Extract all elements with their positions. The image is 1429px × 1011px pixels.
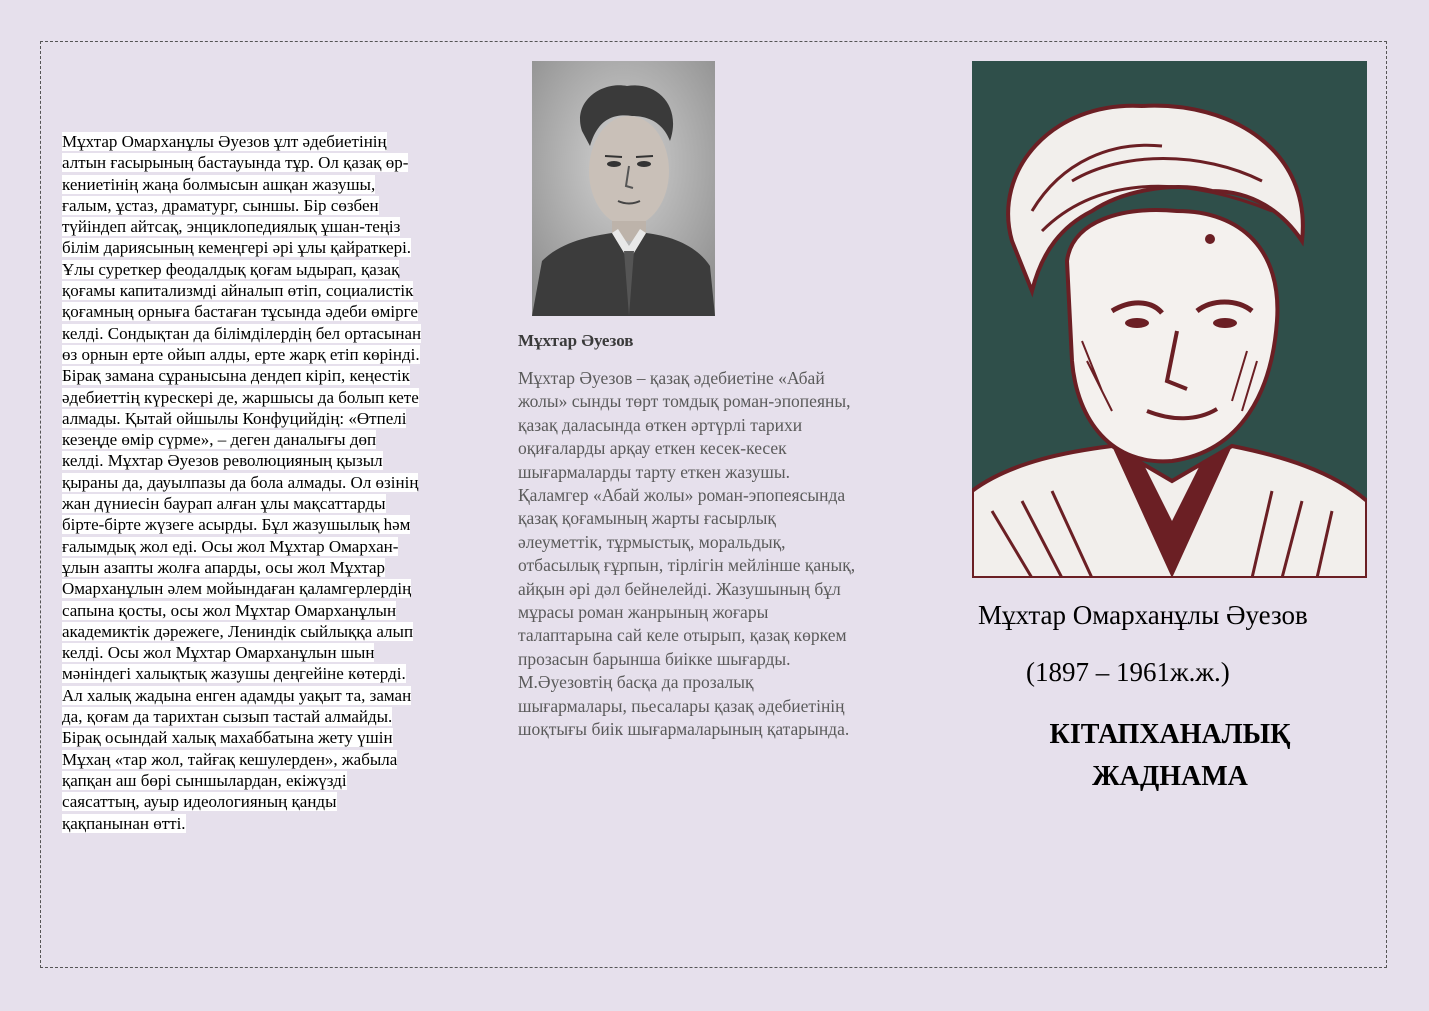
biography-line <box>62 472 460 493</box>
biography-line <box>62 152 460 173</box>
author-years: (1897 – 1961ж.ж.) <box>1026 657 1230 687</box>
heading-line-1: КІТАПХАНАЛЫҚ <box>1049 719 1291 750</box>
author-photo <box>532 61 715 316</box>
author-portrait-drawing <box>972 61 1367 578</box>
summary-line: қазақ даласында өткен әртүрлі тарихи <box>518 414 803 435</box>
summary-line: шығармаларды тарту еткен жазушы. <box>518 461 791 482</box>
biography-line-text: сапына қосты, осы жол Мұхтар Омарханұлын <box>62 600 397 620</box>
summary-line: шоқтығы биік шығармаларының қатарында. <box>518 719 850 740</box>
biography-line <box>62 323 460 344</box>
biography-line <box>62 642 460 663</box>
photo-caption-title: Мұхтар Әуезов <box>518 331 634 350</box>
heading-line-2: ЖАДНАМА <box>1092 761 1248 792</box>
biography-line-text: саясаттың, ауыр идеологияның қанды <box>62 792 337 812</box>
summary-line: әлеуметтік, тұрмыстық, моральдық, <box>518 531 786 552</box>
summary-line: М.Әуезовтің басқа да прозалық <box>518 672 754 693</box>
biography-line <box>62 365 460 386</box>
biography-line-text: кениетінің жаңа болмысын ашқан жазушы, <box>62 174 376 194</box>
biography-line-text: бірте-бірте жүзеге асырды. Бұл жазушылық һәм <box>62 515 411 535</box>
biography-line <box>62 685 460 706</box>
biography-line <box>62 344 460 365</box>
biography-line-text: Ұлы суреткер феодалдық қоғам ыдырап, қазақ <box>62 259 400 279</box>
summary-line: Мұхтар Әуезов – қазақ әдебиетіне «Абай <box>518 368 825 388</box>
biography-line-text: келді. Сондықтан да білімділердің бел ортасынан <box>62 323 422 343</box>
biography-line <box>62 237 460 258</box>
biography-line-text: келді. Мұхтар Әуезов революцияның қызыл <box>62 451 383 471</box>
summary-line: оқиғаларды арқау еткен кесек-кесек <box>518 438 787 459</box>
biography-line-text: білім дариясының кемеңгері әрі ұлы қайраткері. <box>62 238 412 258</box>
biography-line <box>62 578 460 599</box>
biography-line-text: Омарханұлын әлем мойындаған қаламгерлердің <box>62 579 412 599</box>
biography-line-text: қоғамы капитализмді айналып өтіп, социалистік <box>62 281 414 301</box>
biography-line-text: ғалымдық жол еді. Осы жол Мұхтар Омархан- <box>62 536 399 556</box>
biography-line <box>62 280 460 301</box>
summary-line: шығармалары, пьесалары қазақ әдебиетінің <box>518 695 845 716</box>
biography-line <box>62 216 460 237</box>
biography-line <box>62 706 460 727</box>
biography-line <box>62 450 460 471</box>
biography-line <box>62 259 460 280</box>
biography-line-text: кезеңде өмір сүрме», – деген даналығы дөп <box>62 430 377 450</box>
biography-line <box>62 174 460 195</box>
summary-line: Қаламгер «Абай жолы» роман-эпопеясында <box>518 485 846 506</box>
biography-line <box>62 813 460 834</box>
biography-line-text: Ал халық жадына енген адамды уақыт та, заман <box>62 685 412 705</box>
biography-line <box>62 770 460 791</box>
biography-line-text: ұлын азапты жолға апарды, осы жол Мұхтар <box>62 557 386 577</box>
biography-line <box>62 195 460 216</box>
biography-line-text: қақпанынан өтті. <box>62 813 186 833</box>
summary-line: қазақ қоғамының жарты ғасырлық <box>518 508 776 529</box>
biography-line <box>62 557 460 578</box>
summary-text <box>518 367 918 742</box>
summary-line: айқын әрі дәл бейнелейді. Жазушының бұл <box>518 578 841 599</box>
biography-line-text: алтын ғасырының бастауында тұр. Ол қазақ өр- <box>62 153 409 173</box>
biography-line-text: ғалым, ұстаз, драматург, сыншы. Бір сөзбен <box>62 195 379 215</box>
biography-text <box>62 131 460 834</box>
biography-line-text: қоғамның орнығa бастаған тұсында әдеби өмірге <box>62 302 418 322</box>
biography-line <box>62 514 460 535</box>
biography-line <box>62 621 460 642</box>
biography-line <box>62 408 460 429</box>
biography-line-text: қыраны да, дауылпазы да бола алмады. Ол өзінің <box>62 472 419 492</box>
biography-line-text: да, қоғам да тарихтан сызып тастай алмайды. <box>62 707 393 727</box>
biography-line-text: жан дүниесін баурап алған ұлы мақсаттарды <box>62 494 386 514</box>
biography-line-text: Бірақ замана сұранысына дендеп кіріп, кеңестік <box>62 366 410 386</box>
biography-line-text: әдебиеттің күрескері де, жаршысы да болып кете <box>62 387 419 407</box>
author-full-name: Мұхтар Омарханұлы Әуезов <box>978 600 1308 630</box>
booklet-heading <box>1020 714 1320 798</box>
biography-line <box>62 429 460 450</box>
biography-line <box>62 301 460 322</box>
biography-line <box>62 131 460 152</box>
biography-line <box>62 387 460 408</box>
summary-line: жолы» сынды төрт томдық роман-эпопеяны, <box>518 391 851 412</box>
summary-line: талаптарына сай келе отырып, қазақ көркем <box>518 625 847 646</box>
biography-line <box>62 600 460 621</box>
summary-line: отбасылық ғұрпын, тірлігін мейлінше қанық, <box>518 555 856 576</box>
biography-line <box>62 663 460 684</box>
biography-line-text: өз орнын ерте ойып алды, ерте жарқ етіп көрінді. <box>62 344 420 364</box>
summary-line: прозасын барынша биікке шығарды. <box>518 648 791 669</box>
biography-line-text: Мұхтар Омарханұлы Әуезов ұлт әдебиетінің <box>62 132 387 151</box>
summary-line: мұрасы роман жанрының жоғары <box>518 602 769 623</box>
biography-line-text: мәніндегі халықтық жазушы деңгейіне көтерді. <box>62 664 406 684</box>
biography-line-text: Бірақ осындай халық махаббатына жету үшін <box>62 728 393 748</box>
biography-line <box>62 536 460 557</box>
biography-line-text: түйіндеп айтсақ, энциклопедиялық ұшан-теңіз <box>62 217 401 237</box>
biography-line <box>62 749 460 770</box>
biography-line-text: келді. Осы жол Мұхтар Омарханұлын шын <box>62 643 375 663</box>
biography-line <box>62 727 460 748</box>
biography-line <box>62 493 460 514</box>
biography-line-text: алмады. Қытай ойшылы Конфуцийдің: «Өтпелі <box>62 408 407 428</box>
biography-line <box>62 791 460 812</box>
biography-line-text: қапқан аш бөрі сыншылардан, екіжүзді <box>62 770 347 790</box>
biography-line-text: Мұхаң «тар жол, тайғақ кешулерден», жабыла <box>62 749 398 769</box>
biography-line-text: академиктік дәрежеге, Лениндік сыйлыққа алып <box>62 621 414 641</box>
